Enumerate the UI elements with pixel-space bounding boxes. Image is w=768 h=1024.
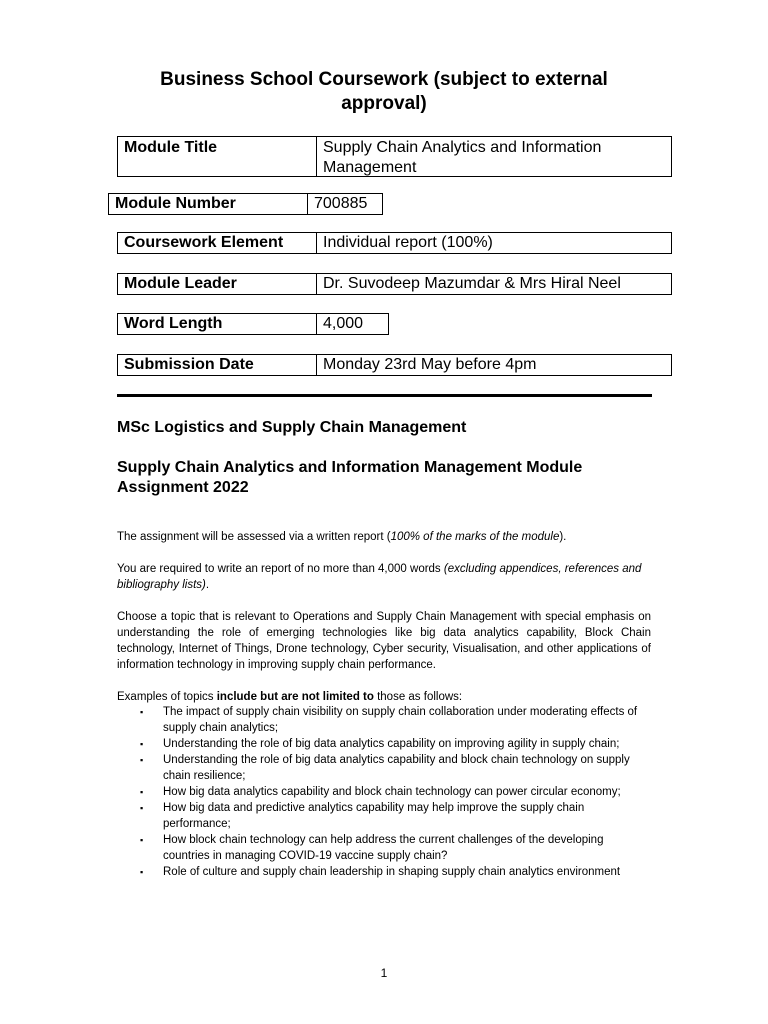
list-item [140, 864, 650, 880]
assessment-text-italic: 100% of the marks of the module [390, 531, 560, 543]
list-item-text: Role of culture and supply chain leadership in shaping supply chain analytics environment [163, 866, 621, 878]
submission-date-label: Submission Date [118, 355, 317, 375]
page-number: 1 [380, 966, 388, 980]
examples-list [140, 704, 650, 880]
topic-paragraph: Choose a topic that is relevant to Operations and Supply Chain Management with special emphasis on understanding the role of emerging technologies like big data analytics capability, Block Chain technology, Internet of Things, Drone technology, Cyber security, Visualisation, and other applications of information technology in improving supply chain performance. [117, 611, 651, 671]
bullet-icon: ▪ [140, 707, 144, 717]
title-line-2: approval) [341, 93, 427, 114]
module-title-row [117, 136, 672, 177]
word-limit-text-end: . [205, 579, 210, 591]
examples-intro-end: those as follows: [373, 691, 463, 703]
list-item [140, 784, 650, 800]
programme-heading: MSc Logistics and Supply Chain Management [117, 419, 467, 436]
list-item-text: How big data analytics capability and block chain technology can power circular economy; [163, 786, 621, 798]
module-leader-value: Dr. Suvodeep Mazumdar & Mrs Hiral Neel [323, 275, 621, 292]
module-number-value: 700885 [314, 195, 368, 212]
submission-date-row [117, 354, 672, 376]
submission-date-value: Monday 23rd May before 4pm [323, 356, 537, 373]
bullet-icon: ▪ [140, 803, 144, 813]
word-limit-text-italic: (excluding appendices, references and bibliography lists) [117, 563, 642, 591]
module-title-value-line-1: Supply Chain Analytics and Information [323, 139, 602, 156]
list-item-text: How big data and predictive analytics capability may help improve the supply chain performance; [163, 802, 585, 830]
assignment-heading-line-1: Supply Chain Analytics and Information Management Module [117, 459, 583, 476]
module-title-label: Module Title [118, 137, 317, 176]
bullet-icon: ▪ [140, 787, 144, 797]
document-title [0, 68, 768, 116]
list-item [140, 832, 650, 864]
assignment-heading-line-2: Assignment 2022 [117, 479, 249, 496]
list-item-text: The impact of supply chain visibility on supply chain collaboration under moderating effects of supply chain analytics; [163, 706, 638, 734]
word-length-label: Word Length [118, 314, 317, 334]
divider [117, 394, 652, 397]
coursework-element-value: Individual report (100%) [323, 234, 493, 251]
list-item-text: Understanding the role of big data analytics capability on improving agility in supply chain; [163, 738, 620, 750]
title-line-1: Business School Coursework (subject to external [160, 69, 608, 90]
list-item-text: How block chain technology can help address the current challenges of the developing countries in managing COVID-19 vaccine supply chain? [163, 834, 604, 862]
examples-intro [117, 689, 651, 705]
assessment-text: The assignment will be assessed via a written report ( [117, 531, 391, 543]
module-leader-row [117, 273, 672, 295]
list-item [140, 752, 650, 784]
list-item [140, 704, 650, 736]
module-number-row [108, 193, 383, 215]
module-leader-label: Module Leader [118, 274, 317, 294]
bullet-icon: ▪ [140, 867, 144, 877]
coursework-element-label: Coursework Element [118, 233, 317, 253]
module-title-value-line-2: Management [323, 159, 417, 176]
word-limit-paragraph [117, 561, 651, 593]
examples-intro-text: Examples of topics [117, 691, 217, 703]
bullet-icon: ▪ [140, 835, 144, 845]
examples-intro-bold: include but are not limited to [216, 691, 374, 703]
word-limit-text: You are required to write an report of no more than 4,000 words [117, 563, 444, 575]
bullet-icon: ▪ [140, 755, 144, 765]
list-item [140, 736, 650, 752]
bullet-icon: ▪ [140, 739, 144, 749]
module-title-value [317, 137, 607, 176]
coursework-element-row [117, 232, 672, 254]
module-number-label: Module Number [109, 194, 308, 214]
assessment-text-end: ). [559, 531, 567, 543]
list-item-text: Understanding the role of big data analytics capability and block chain technology on supply chain resilience; [163, 754, 630, 782]
word-length-row [117, 313, 389, 335]
assignment-heading [117, 458, 657, 498]
assessment-paragraph [117, 529, 651, 545]
word-length-value: 4,000 [323, 315, 364, 332]
list-item [140, 800, 650, 832]
